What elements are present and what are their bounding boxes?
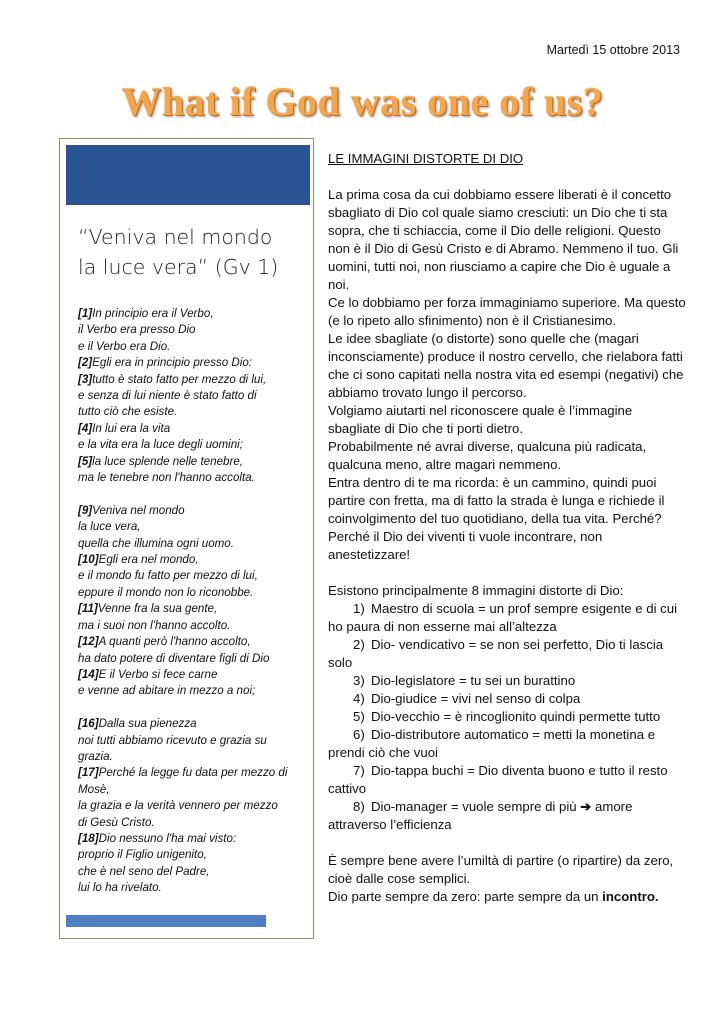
list-item-number: 7) xyxy=(353,763,365,778)
list-item xyxy=(328,762,686,798)
list-item xyxy=(328,600,686,636)
article-paragraph: Ce lo dobbiamo per forza immaginiamo superiore. Ma questo (e lo ripeto allo sfinimento) non è il Cristianesimo. xyxy=(328,295,686,328)
sidebar-footer-bar xyxy=(66,915,266,927)
list-intro: Esistono principalmente 8 immagini distorte di Dio: xyxy=(328,583,624,598)
verse-number: [10] xyxy=(78,553,99,567)
verse-number: [5] xyxy=(78,454,93,468)
verse-number: [17] xyxy=(78,766,99,780)
list-item xyxy=(328,672,686,690)
verse-text: che è nel seno del Padre, xyxy=(78,864,210,878)
verse-line xyxy=(78,765,310,781)
list-item xyxy=(328,726,686,762)
verse-line xyxy=(78,519,310,535)
verse-line xyxy=(78,716,310,732)
verse-number: [2] xyxy=(78,356,93,370)
list-item-number: 8) xyxy=(353,799,365,814)
verse-line xyxy=(78,700,310,716)
verse-text: ma i suoi non l'hanno accolto. xyxy=(78,618,231,632)
verse-line xyxy=(78,568,310,584)
verse-text: Venne fra la sua gente, xyxy=(97,602,218,616)
verse-text: quella che illumina ogni uomo. xyxy=(78,536,234,550)
verse-text: Perché la legge fu data per mezzo di xyxy=(98,766,288,780)
verse-line xyxy=(78,322,310,338)
verse-line xyxy=(78,831,310,847)
verse-line xyxy=(78,749,310,765)
verse-line xyxy=(78,585,310,601)
verse-line xyxy=(78,864,310,880)
list-item-text: Dio-giudice = vivi nel senso di colpa xyxy=(371,691,581,706)
verse-text: e il mondo fu fatto per mezzo di lui, xyxy=(78,569,258,583)
verse-text: la grazia e la verità vennero per mezzo xyxy=(78,799,278,813)
verse-line xyxy=(78,782,310,798)
closing-paragraph-1: È sempre bene avere l’umiltà di partire (o ripartire) da zero, cioè dalle cose semplici. xyxy=(328,853,674,886)
article-paragraphs xyxy=(328,186,686,564)
verse-text: Egli era in principio presso Dio: xyxy=(92,356,252,370)
verse-line xyxy=(78,634,310,650)
article-paragraph: Volgiamo aiutarti nel riconoscere quale è l’immagine sbagliate di Dio che ti porti dietro. xyxy=(328,403,633,436)
verse-line xyxy=(78,503,310,519)
verse-line xyxy=(78,454,310,470)
closing-paragraph-2 xyxy=(328,888,686,906)
verse-line xyxy=(78,306,310,322)
verse-text: Dalla sua pienezza xyxy=(98,717,197,731)
verse-text: di Gesù Cristo. xyxy=(78,815,155,829)
verse-text: In principio era il Verbo, xyxy=(92,307,214,320)
verse-text: noi tutti abbiamo ricevuto e grazia su xyxy=(78,733,267,747)
list-item-text: Dio-manager = vuole sempre di più xyxy=(371,799,577,814)
verse-text: Veniva nel mondo xyxy=(92,503,185,517)
list-item-number: 5) xyxy=(353,709,365,724)
verse-line xyxy=(78,601,310,617)
verse-text: A quanti però l'hanno accolto, xyxy=(98,635,251,649)
verse-line xyxy=(78,421,310,437)
list-item-number: 2) xyxy=(353,637,365,652)
verse-text: Dio nessuno l'ha mai visto: xyxy=(98,831,237,845)
verse-line xyxy=(78,372,310,388)
verse-line xyxy=(78,733,310,749)
verse-line xyxy=(78,404,310,420)
verse-text: la luce vera, xyxy=(78,520,141,534)
list-item-number: 1) xyxy=(353,601,365,616)
verse-text: e venne ad abitare in mezzo a noi; xyxy=(78,684,256,698)
verse-number: [1] xyxy=(78,307,93,320)
verse-text: E il Verbo si fece carne xyxy=(98,667,218,681)
verse-line xyxy=(78,667,310,683)
article-paragraph: La prima cosa da cui dobbiamo essere liberati è il concetto sbagliato di Dio col quale siamo cresciuti: un Dio che ti sta sopra, che ti schiaccia, come il Dio delle religioni. Questo non è il Dio di Gesù Cristo e di Abramo. Nemmeno il tuo. Gli uomini, tutti noi, non riusciamo a capire che Dio è uguale a noi. xyxy=(328,187,679,292)
verse-text: il Verbo era presso Dio xyxy=(78,323,196,337)
page-title: What if God was one of us? xyxy=(121,79,604,124)
verse-number: [3] xyxy=(78,372,93,386)
list-item-text: Dio-tappa buchi = Dio diventa buono e tutto il resto cattivo xyxy=(328,763,668,796)
verse-number: [18] xyxy=(78,831,99,845)
verse-text: eppure il mondo non lo riconobbe. xyxy=(78,585,254,599)
article xyxy=(328,150,686,906)
list-item-text: Dio-legislatore = tu sei un burattino xyxy=(371,673,576,688)
quote-line-1: “Veniva nel mondo xyxy=(78,225,273,249)
verse-line xyxy=(78,536,310,552)
verse-line xyxy=(78,355,310,371)
verse-text: ma le tenebre non l'hanno accolta. xyxy=(78,471,255,485)
article-paragraph: Entra dentro di te ma ricorda: è un cammino, quindi puoi partire con fretta, ma di fatto la strada è lunga e richiede il coinvolgimento del tuo quotidiano, della tua vita. Perché? Perché il Dio dei viventi ti vuole incontrare, non anestetizzare! xyxy=(328,475,665,562)
distorted-images-list xyxy=(328,600,686,834)
verse-number: [9] xyxy=(78,503,93,517)
verse-line xyxy=(78,339,310,355)
verse-line xyxy=(78,470,310,486)
verse-text: Egli era nel mondo, xyxy=(98,553,199,567)
list-item-tail: amore attraverso l’efficienza xyxy=(328,799,633,832)
list-item-text: Dio-distributore automatico = metti la monetina e prendi ciò che vuoi xyxy=(328,727,656,760)
verse-number: [11] xyxy=(78,602,98,616)
date-label: Martedì 15 ottobre 2013 xyxy=(546,43,680,57)
verse-text: grazia. xyxy=(78,749,113,763)
list-item-number: 3) xyxy=(353,673,365,688)
verse-text: lui lo ha rivelato. xyxy=(78,881,162,895)
sidebar-box xyxy=(59,138,314,939)
verse-text: tutto ciò che esiste. xyxy=(78,405,178,419)
verse-line xyxy=(78,388,310,404)
list-item-number: 6) xyxy=(353,727,365,742)
verse-text: tutto è stato fatto per mezzo di lui, xyxy=(92,372,267,386)
verse-line xyxy=(78,847,310,863)
verse-text: ha dato potere di diventare figli di Dio xyxy=(78,651,270,665)
verse-number: [4] xyxy=(78,421,93,435)
list-item xyxy=(328,798,686,834)
article-paragraph: Le idee sbagliate (o distorte) sono quelle che (magari inconsciamente) produce il nostro cervello, che rielabora fatti che ci sono capitati nella nostra vita ed esempi (negativi) che abbiamo trovato lungo il percorso. xyxy=(328,331,684,400)
closing-bold-word: incontro. xyxy=(602,889,659,904)
verse-number: [14] xyxy=(78,667,99,681)
list-item xyxy=(328,690,686,708)
verse-number: [16] xyxy=(78,717,99,731)
verse-line xyxy=(78,880,310,896)
list-item xyxy=(328,708,686,726)
verse-text: proprio il Figlio unigenito, xyxy=(78,848,207,862)
list-item-text: Dio- vendicativo = se non sei perfetto, Dio ti lascia solo xyxy=(328,637,664,670)
article-heading: LE IMMAGINI DISTORTE DI DIO xyxy=(328,151,524,166)
verse-line xyxy=(78,437,310,453)
sidebar-quote xyxy=(78,222,308,282)
verse-line xyxy=(78,815,310,831)
scripture-verses xyxy=(78,306,310,897)
verse-number: [12] xyxy=(78,635,99,649)
verse-line xyxy=(78,618,310,634)
closing-text: Dio parte sempre da zero: parte sempre da un xyxy=(328,889,599,904)
verse-text: e la vita era la luce degli uomini; xyxy=(78,438,243,452)
list-item xyxy=(328,636,686,672)
verse-text: la luce splende nelle tenebre, xyxy=(92,454,243,468)
list-item-number: 4) xyxy=(353,691,365,706)
article-paragraph: Probabilmente né avrai diverse, qualcuna più radicata, qualcuna meno, altre magari nemmeno. xyxy=(328,439,647,472)
arrow-right-icon: ➔ xyxy=(580,799,592,814)
verse-text: Mosè, xyxy=(78,782,110,796)
verse-text: e il Verbo era Dio. xyxy=(78,339,171,353)
verse-text: e senza di lui niente è stato fatto di xyxy=(78,389,257,403)
verse-line xyxy=(78,683,310,699)
verse-line xyxy=(78,486,310,502)
verse-line xyxy=(78,651,310,667)
quote-line-2: la luce vera” (Gv 1) xyxy=(78,255,279,279)
verse-line xyxy=(78,798,310,814)
verse-text: In lui era la vita xyxy=(92,421,171,435)
verse-line xyxy=(78,552,310,568)
list-item-text: Dio-vecchio = è rincoglionito quindi permette tutto xyxy=(371,709,661,724)
sidebar-header-bar xyxy=(66,145,310,205)
list-item-text: Maestro di scuola = un prof sempre esigente e di cui ho paura di non esserne mai all’altezza xyxy=(328,601,678,634)
